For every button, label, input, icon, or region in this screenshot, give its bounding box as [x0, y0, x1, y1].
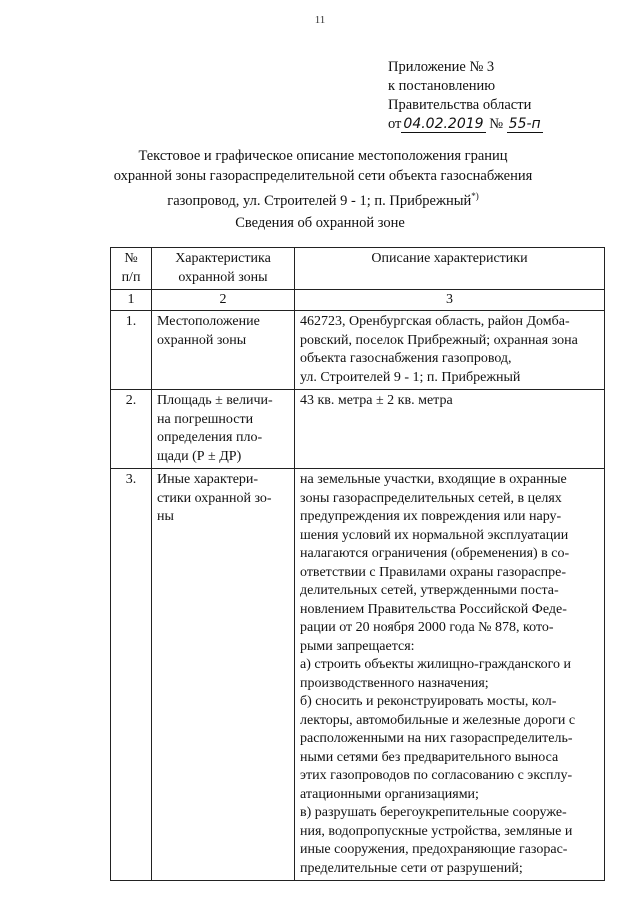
appendix-line-3: Правительства области — [388, 97, 532, 113]
description-line: пределительные сети от разрушений; — [300, 860, 523, 876]
row-description — [295, 311, 605, 390]
header-num — [111, 248, 152, 290]
table-row — [111, 469, 605, 881]
resolution-number: 55-п — [508, 116, 541, 132]
characteristic-line: стики охранной зо- — [157, 490, 272, 506]
footnote-mark: *) — [471, 191, 479, 201]
table-header-row — [111, 248, 605, 290]
appendix-header — [388, 58, 543, 134]
appendix-date-line — [388, 115, 543, 134]
description-line: рыми запрещается: — [300, 638, 415, 654]
characteristic-line: Площадь ± величи- — [157, 393, 273, 408]
description-line: в) разрушать берегоукрепительные сооруже- — [300, 805, 567, 820]
description-line: ул. Строителей 9 - 1; п. Прибрежный — [300, 369, 521, 385]
appendix-line-2: к постановлению — [388, 78, 496, 94]
description-line: иные сооружения, предохраняющие газорас- — [300, 842, 568, 857]
characteristic-line: щади (Р ± ДР) — [157, 448, 242, 464]
description-line: ровский, поселок Прибрежный; охранная зона — [300, 332, 578, 348]
header-characteristic — [152, 248, 295, 290]
row-number: 2. — [111, 390, 152, 469]
header-char-line-1: Характеристика — [175, 251, 271, 266]
resolution-date: 04.02.2019 — [403, 116, 484, 132]
description-line: атационными организациями; — [300, 786, 479, 802]
title-line-2: охранной зоны газораспределительной сети объекта газоснабжения — [113, 168, 533, 184]
description-line: делительных сетей, утвержденными поста- — [300, 583, 559, 598]
column-number-row — [111, 290, 605, 311]
description-line: рации от 20 ноября 2000 года № 878, кото- — [300, 620, 554, 635]
row-description — [295, 390, 605, 469]
description-line: 462723, Оренбургская область, район Домба- — [300, 314, 570, 329]
characteristic-line: охранной зоны — [157, 332, 247, 348]
description-line: ния, водопропускные устройства, земляные и — [300, 823, 573, 839]
row-characteristic — [152, 469, 295, 881]
description-line: 43 кв. метра ± 2 кв. метра — [300, 393, 453, 408]
number-label: № — [489, 116, 504, 132]
characteristic-line: Иные характери- — [157, 472, 259, 487]
description-line: этих газопроводов по согласованию с эксплу- — [300, 768, 573, 783]
title-line-1: Текстовое и графическое описание местоположения границ — [138, 148, 508, 164]
row-number: 3. — [111, 469, 152, 881]
row-number: 1. — [111, 311, 152, 390]
description-line: объекта газоснабжения газопровод, — [300, 351, 512, 366]
description-line: новлением Правительства Российской Феде- — [300, 601, 567, 617]
header-num-line-1: № — [124, 251, 138, 266]
characteristic-line: ны — [157, 509, 174, 524]
zone-info-table — [110, 247, 605, 881]
description-line: ответствии с Правилами охраны газораспре- — [300, 564, 567, 580]
description-line: ными сетями без предварительного выноса — [300, 749, 559, 765]
header-char-line-2: охранной зоны — [178, 269, 268, 285]
column-number-3: 3 — [295, 290, 605, 311]
description-line: шения условий их нормальной эксплуатации — [300, 527, 569, 543]
row-description — [295, 469, 605, 881]
description-line: лекторы, автомобильные и железные дороги с — [300, 712, 576, 728]
description-line: производственного назначения; — [300, 675, 489, 691]
row-characteristic — [152, 390, 295, 469]
characteristic-line: Местоположение — [157, 314, 260, 329]
description-line: расположенными на них газораспределитель- — [300, 731, 573, 746]
from-label: от — [388, 116, 402, 132]
characteristic-line: на погрешности — [157, 411, 254, 427]
table-body — [111, 311, 605, 881]
header-description: Описание характеристики — [295, 248, 605, 290]
row-characteristic — [152, 311, 295, 390]
description-line: а) строить объекты жилищно-гражданского и — [300, 657, 571, 672]
table-row — [111, 311, 605, 390]
description-line: предупреждения их повреждения или нару- — [300, 509, 562, 524]
description-line: б) сносить и реконструировать мосты, кол- — [300, 694, 557, 709]
title-line-3 — [80, 186, 566, 211]
header-num-line-2: п/п — [121, 269, 141, 285]
characteristic-line: определения пло- — [157, 430, 263, 445]
page-number: 11 — [314, 14, 326, 26]
section-title: Сведения об охранной зоне — [235, 215, 405, 231]
column-number-2: 2 — [152, 290, 295, 311]
table-row — [111, 390, 605, 469]
appendix-line-1: Приложение № 3 — [388, 59, 495, 75]
title-line-3-text: газопровод, ул. Строителей 9 - 1; п. Прибрежный — [167, 192, 472, 209]
description-line: на земельные участки, входящие в охранные — [300, 472, 567, 487]
document-title — [80, 146, 566, 211]
description-line: налагаются ограничения (обременения) в со- — [300, 546, 570, 561]
description-line: зоны газораспределительных сетей, в целях — [300, 490, 562, 506]
column-number-1: 1 — [111, 290, 152, 311]
